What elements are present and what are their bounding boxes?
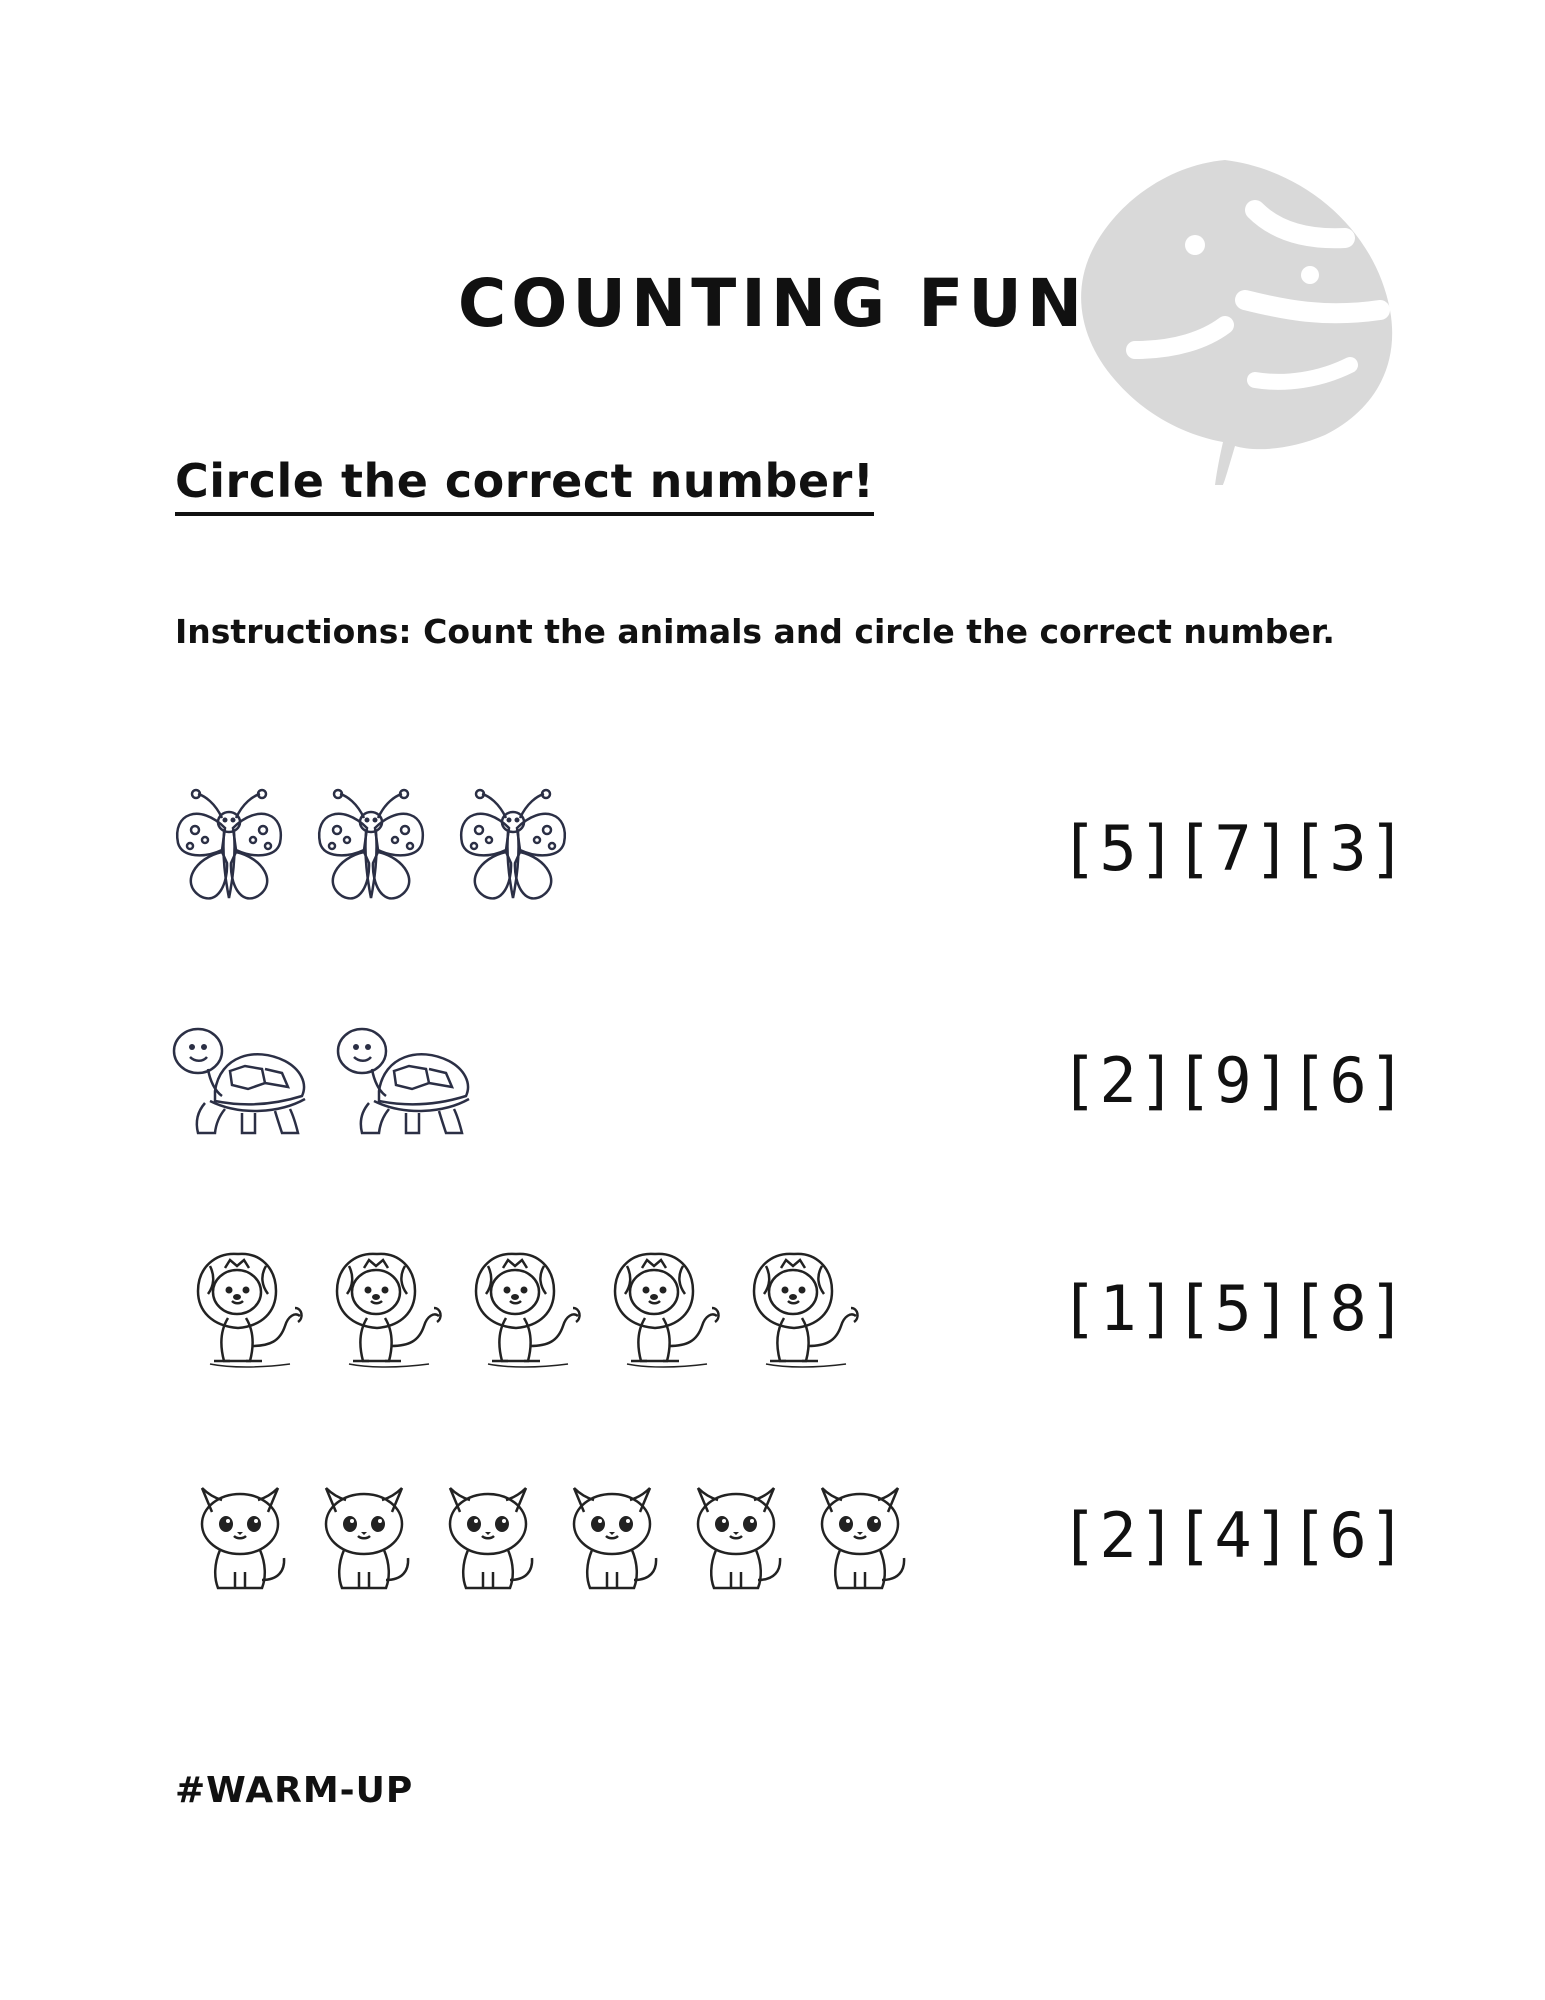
turtle-icon — [170, 1021, 310, 1139]
animal-group — [170, 778, 596, 918]
choice-option[interactable]: [7] — [1175, 811, 1293, 885]
instructions: Instructions: Count the animals and circle the correct number. — [175, 612, 1335, 651]
counting-row-butterflies — [170, 778, 1408, 918]
hashtag-label: #WARM-UP — [175, 1770, 414, 1811]
cat-icon — [314, 1476, 414, 1594]
subtitle: Circle the correct number! — [175, 455, 874, 516]
cat-icon — [438, 1476, 538, 1594]
choice-group — [1060, 778, 1408, 918]
lion-icon — [468, 1246, 583, 1371]
cat-icon — [686, 1476, 786, 1594]
page-title: COUNTING FUN — [457, 265, 1088, 342]
choice-option[interactable]: [1] — [1060, 1271, 1178, 1345]
choice-option[interactable]: [5] — [1175, 1271, 1293, 1345]
animal-group — [190, 1238, 885, 1378]
choice-option[interactable]: [6] — [1290, 1043, 1408, 1117]
choice-option[interactable]: [4] — [1175, 1498, 1293, 1572]
cat-icon — [190, 1476, 290, 1594]
lion-icon — [607, 1246, 722, 1371]
animal-group — [170, 1010, 498, 1150]
choice-option[interactable]: [6] — [1290, 1498, 1408, 1572]
choice-group — [1060, 1238, 1408, 1378]
butterfly-icon — [170, 788, 288, 908]
lion-icon — [329, 1246, 444, 1371]
lion-icon — [190, 1246, 305, 1371]
choice-group — [1060, 1010, 1408, 1150]
counting-row-turtles — [170, 1010, 1408, 1150]
choice-option[interactable]: [8] — [1290, 1271, 1408, 1345]
counting-row-lions — [170, 1238, 1408, 1378]
choice-option[interactable]: [3] — [1290, 811, 1408, 885]
cat-icon — [562, 1476, 662, 1594]
choice-option[interactable]: [9] — [1175, 1043, 1293, 1117]
choice-group — [1060, 1465, 1408, 1605]
animal-group — [190, 1465, 934, 1605]
butterfly-icon — [454, 788, 572, 908]
counting-row-cats — [170, 1465, 1408, 1605]
choice-option[interactable]: [2] — [1060, 1498, 1178, 1572]
choice-option[interactable]: [5] — [1060, 811, 1178, 885]
cat-icon — [810, 1476, 910, 1594]
butterfly-icon — [312, 788, 430, 908]
choice-option[interactable]: [2] — [1060, 1043, 1178, 1117]
lion-icon — [746, 1246, 861, 1371]
turtle-icon — [334, 1021, 474, 1139]
